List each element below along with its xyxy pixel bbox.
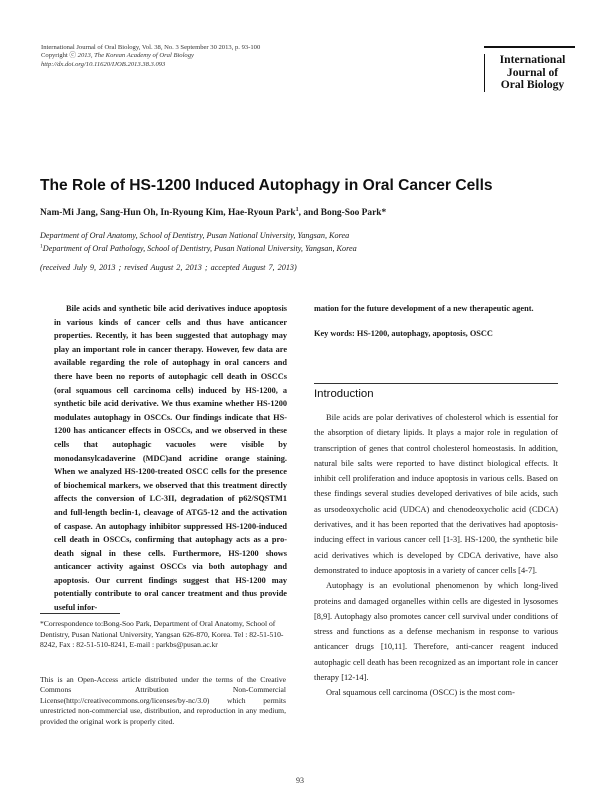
copyright-symbol: ⓒ [69,52,76,60]
received-dates: (received July 9, 2013 ; revised August 2, 2013 ; accepted August 7, 2013) [40,263,297,272]
introduction-body [314,410,558,701]
author-list [40,208,570,218]
doi-link[interactable]: http://dx.doi.org/10.11620/IJOB.2013.38.3.093 [41,60,166,68]
article-title: The Role of HS-1200 Induced Autophagy in Oral Cancer Cells [40,177,493,194]
introduction-rule [314,383,558,384]
footnote-divider [40,613,120,614]
correspondence-footnote: *Correspondence to:Bong-Soo Park, Department of Oral Anatomy, School of Dentistry, Pusan National University, Yangsan 626-870, Korea. Tel : 82-51-510-8242, Fax : 82-51-510-8241, E-mail : parkbs@pusan.ac.kr [40,619,284,650]
author-affil-marker: 1 [295,206,299,213]
keywords: Key words: HS-1200, autophagy, apoptosis, OSCC [314,329,493,338]
affiliation-1: Department of Oral Anatomy, School of Dentistry, Pusan National University, Yangsan, Korea [40,231,350,240]
affiliation-2-marker: 1 [40,243,43,250]
abstract-text: Bile acids and synthetic bile acid derivatives induce apoptosis in various kinds of cancer cells and thus have anticancer properties. Recently, it has been suggested that autophagy may play an important role in cancer therapy. However, few data are available regarding the role of autophagy in oral cancers and there have been no reports of autophagic cell death in OSCCs (oral squamous cell carcinoma cells) induced by HS-1200, a synthetic bile acid derivative. We thus examine whether HS-1200 modulates autophagy in OSCCs. Our findings indicate that HS-1200 has anticancer effects in OSCCs, and we observed in these cells that autophagic vacuoles were visible by monodansylcadaverine (MDC)and acridine orange staining. When we analyzed HS-1200-treated OSCC cells for the presence of biochemical markers, we observed that this treatment directly affects the conversion of LC-3II, degradation of p62/SQSTM1 and full-length beclin-1, cleavage of ATG5-12 and the activation of caspase. An autophagy inhibitor suppressed HS-1200-induced cell death in OSCCs, confirming that autophagy acts as a pro-death signal in these cells. Furthermore, HS-1200 shows anticancer activity against OSCCs via both autophagy and apoptosis. Our current findings suggest that HS-1200 may potentially contribute to oral cancer treatment and thus provide useful infor- [54,304,287,613]
affiliation-2 [40,244,570,253]
page-number: 93 [296,776,304,785]
logo-line-2: Journal of [506,65,559,79]
abstract-left-column [54,302,287,615]
authors-last: , and Bong-Soo Park* [298,208,387,218]
affiliation-2-text: Department of Oral Pathology, School of Dentistry, Pusan National University, Yangsan, Korea [42,244,357,253]
authors-first: Nam-Mi Jang, Sang-Hun Oh, In-Ryoung Kim, Hae-Ryoun Park [40,208,296,218]
logo-line-3: Oral Biology [500,78,565,92]
copyright-line [41,52,371,60]
journal-header [41,44,371,69]
journal-logo [484,54,574,92]
intro-paragraph-3: Oral squamous cell carcinoma (OSCC) is the most com- [326,688,515,698]
introduction-heading: Introduction [314,388,374,400]
open-access-statement: This is an Open-Access article distributed under the terms of the Creative Commons Attribution Non-Commercial License(http://creativecommons.org/licenses/by-nc/3.0) which permits unrestricted non-commercial use, distribution, and reproduction in any medium, provided the original work is properly cited. [40,675,286,726]
intro-paragraph-2: Autophagy is an evolutional phenomenon by which long-lived proteins and damaged organelles within cells are digested in lysosomes [8,9]. Autophagy also promotes cancer cell survival under conditions of stress and functions as a defense mechanism in response to various anticancer drugs [10,11]. Therefore, anti-cancer reagent induced autophagic cell death has been recognized as an important role in cancer therapy [12-14]. [314,581,558,683]
logo-line-1: International [499,53,566,66]
abstract-continuation: mation for the future development of a new therapeutic agent. [314,304,534,313]
logo-rule [484,46,575,48]
journal-citation: International Journal of Oral Biology, Vol. 38, No. 3 September 30 2013, p. 93-100 [41,44,261,51]
intro-paragraph-1: Bile acids are polar derivatives of cholesterol which is essential for the absorption of dietary lipids. It plays a major role in regulation of transcription of genes that control cholesterol homeostasis. In addition, natural bile salts were reported to have distinct biological effects. It inhibit cell proliferation and induce apoptosis in various cells. Based on these findings several studies developed derivatives of bile acids, such as ursodeoxycholic acid (UDCA) and chenodeoxycholic acid (CDCA) derivatives, and it has been reported that the derivatives had apoptosis-inducing effect in various cancer cell [1-3]. HS-1200, the synthetic bile acid derivatives which is developed by CDCA derivative, have also demonstrated to induce apoptosis in a variety of cancer cells [4-7]. [314,413,558,575]
copyright-text: 2013, The Korean Academy of Oral Biology [77,52,194,60]
copyright-label: Copyright [41,52,68,60]
